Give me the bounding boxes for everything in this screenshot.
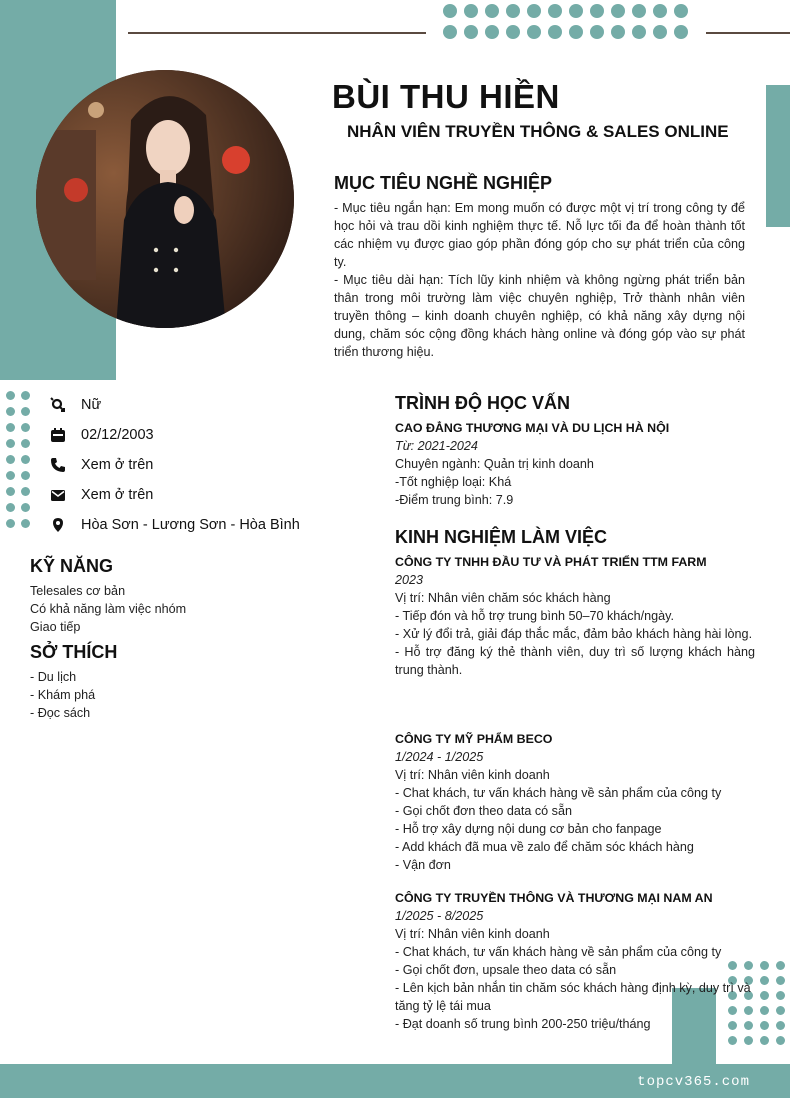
company-name: CÔNG TY TNHH ĐẦU TƯ VÀ PHÁT TRIỂN TTM FARM — [395, 555, 707, 569]
job-line: - Vận đơn — [395, 858, 451, 872]
decor-dot — [485, 25, 499, 39]
hobbies-title: SỞ THÍCH — [30, 642, 118, 662]
experience-job — [395, 730, 755, 874]
decor-dot — [760, 976, 769, 985]
hobbies-list — [30, 668, 95, 722]
decor-dot — [776, 1006, 785, 1015]
job-period: 1/2025 - 8/2025 — [395, 909, 484, 923]
job-line: Vị trí: Nhân viên kinh doanh — [395, 768, 550, 782]
decor-dot — [776, 1036, 785, 1045]
list-item: Telesales cơ bản — [30, 584, 126, 598]
decor-dot — [21, 471, 30, 480]
decor-dot — [776, 1021, 785, 1030]
skills-list — [30, 582, 186, 636]
decor-dot — [728, 1036, 737, 1045]
decor-dot — [21, 423, 30, 432]
contact-address: Hòa Sơn - Lương Sơn - Hòa Bình — [48, 510, 300, 540]
education-line: -Tốt nghiệp loại: Khá — [395, 475, 512, 489]
job-line: - Lên kịch bản nhắn tin chăm sóc khách hàng định kỳ, duy trì và tăng tỷ lệ tái mua — [395, 981, 751, 1013]
objective-long-term: - Mục tiêu dài hạn: Tích lũy kinh nhiệm và không ngừng phát triển bản thân trong môi trường làm việc chuyên nghiệp, Trở thành nhân viên truyền thông – kinh doanh chuyên nghiệp, có khả năng xây dựng nội dung, chăm sóc cộng đồng khách hàng online và đóng góp vào sự phát triển thương hiệu. — [334, 273, 745, 359]
decor-dot — [21, 407, 30, 416]
contact-gender: Nữ — [48, 390, 300, 420]
decor-dot — [6, 503, 15, 512]
decor-dot — [776, 961, 785, 970]
job-line: - Hỗ trợ xây dựng nội dung cơ bản cho fanpage — [395, 822, 662, 836]
decor-dot — [464, 25, 478, 39]
decor-dot — [760, 961, 769, 970]
gender-icon — [48, 395, 68, 415]
decor-dot — [21, 487, 30, 496]
decor-dot — [760, 1021, 769, 1030]
objective-title: MỤC TIÊU NGHỀ NGHIỆP — [334, 173, 553, 193]
decor-dot — [21, 439, 30, 448]
decor-dot — [632, 4, 646, 18]
job-period: 2023 — [395, 573, 424, 587]
decor-dot — [611, 25, 625, 39]
decor-dot — [674, 25, 688, 39]
list-item: Giao tiếp — [30, 620, 81, 634]
candidate-name: BÙI THU HIỀN — [332, 78, 560, 115]
job-title: NHÂN VIÊN TRUYỀN THÔNG & SALES ONLINE — [347, 122, 729, 141]
footer-bar — [0, 1064, 790, 1098]
contact-email: Xem ở trên — [48, 480, 300, 510]
decor-dot — [653, 25, 667, 39]
phone-icon — [48, 455, 68, 475]
decor-dot — [21, 455, 30, 464]
decor-dot — [21, 391, 30, 400]
profile-photo — [36, 70, 294, 328]
top-divider-left — [128, 32, 426, 34]
education-line: -Điểm trung bình: 7.9 — [395, 493, 514, 507]
education-line: Chuyên ngành: Quản trị kinh doanh — [395, 457, 594, 471]
decor-dot — [611, 4, 625, 18]
company-name: CÔNG TY TRUYỀN THÔNG VÀ THƯƠNG MẠI NAM AN — [395, 891, 713, 905]
decor-dot — [548, 4, 562, 18]
experience-job — [395, 889, 755, 1033]
job-line: - Tiếp đón và hỗ trợ trung bình 50–70 khách/ngày. — [395, 609, 674, 623]
decor-dot — [464, 4, 478, 18]
objective-text — [334, 199, 745, 361]
school-name: CAO ĐẲNG THƯƠNG MẠI VÀ DU LỊCH HÀ NỘI — [395, 421, 670, 435]
experience-title: KINH NGHIỆM LÀM VIỆC — [395, 527, 608, 547]
decor-dot — [590, 4, 604, 18]
job-period: 1/2024 - 1/2025 — [395, 750, 484, 764]
job-line: - Hỗ trợ đăng ký thẻ thành viên, duy trì số lượng khách hàng trung thành. — [395, 645, 755, 677]
dot-pattern-top — [443, 4, 688, 39]
objective-short-term: - Mục tiêu ngắn hạn: Em mong muốn có được một vị trí trong công ty để học hỏi và trau dồi kinh nghiệm thực tế. Nỗ lực tối đa để hoàn thành tốt các nhiệm vụ được giao góp phần đóng góp cho sự phát triển của công ty. — [334, 201, 745, 269]
company-name: CÔNG TY MỸ PHẨM BECO — [395, 732, 553, 746]
mail-icon — [48, 485, 68, 505]
decor-dot — [776, 976, 785, 985]
decor-dot — [485, 4, 499, 18]
decor-dot — [6, 455, 15, 464]
list-item: - Đọc sách — [30, 706, 91, 720]
decor-dot — [6, 471, 15, 480]
decor-dot — [776, 991, 785, 1000]
job-line: Vị trí: Nhân viên kinh doanh — [395, 927, 550, 941]
decor-dot — [760, 1036, 769, 1045]
calendar-icon — [48, 425, 68, 445]
footer-site: topcv365.com — [637, 1074, 750, 1090]
decor-dot — [506, 4, 520, 18]
decor-dot — [569, 25, 583, 39]
decor-dot — [653, 4, 667, 18]
decor-dot — [443, 25, 457, 39]
location-pin-icon — [48, 515, 68, 535]
decor-dot — [548, 25, 562, 39]
list-item: - Khám phá — [30, 688, 96, 702]
contact-list — [48, 390, 300, 540]
decor-dot — [6, 407, 15, 416]
decor-dot — [21, 503, 30, 512]
dot-pattern-left — [6, 391, 30, 528]
decor-dot — [744, 1036, 753, 1045]
job-line: Vị trí: Nhân viên chăm sóc khách hàng — [395, 591, 611, 605]
decor-dot — [6, 391, 15, 400]
decor-dot — [21, 519, 30, 528]
skills-title: KỸ NĂNG — [30, 556, 114, 576]
decor-dot — [760, 991, 769, 1000]
education-title: TRÌNH ĐỘ HỌC VẤN — [395, 393, 570, 413]
job-line: - Chat khách, tư vấn khách hàng về sản phẩm của công ty — [395, 786, 722, 800]
contact-birthday: 02/12/2003 — [48, 420, 300, 450]
education-period: Từ: 2021-2024 — [395, 439, 478, 453]
decor-dot — [632, 25, 646, 39]
job-line: - Gọi chốt đơn, upsale theo data có sẵn — [395, 963, 617, 977]
decor-dot — [6, 487, 15, 496]
decor-dot — [6, 423, 15, 432]
top-divider-right — [706, 32, 790, 34]
decor-dot — [6, 439, 15, 448]
decor-dot — [443, 4, 457, 18]
job-line: - Chat khách, tư vấn khách hàng về sản phẩm của công ty — [395, 945, 722, 959]
decor-dot — [6, 519, 15, 528]
list-item: Có khả năng làm việc nhóm — [30, 602, 187, 616]
job-line: - Xử lý đổi trả, giải đáp thắc mắc, đảm bảo khách hàng hài lòng. — [395, 627, 753, 641]
teal-right-bar — [766, 85, 790, 227]
job-line: - Add khách đã mua về zalo để chăm sóc khách hàng — [395, 840, 694, 854]
education-block — [395, 419, 755, 509]
list-item: - Du lịch — [30, 670, 77, 684]
contact-phone: Xem ở trên — [48, 450, 300, 480]
decor-dot — [674, 4, 688, 18]
job-line: - Đạt doanh số trung bình 200-250 triệu/tháng — [395, 1017, 651, 1031]
experience-job — [395, 553, 755, 679]
decor-dot — [527, 25, 541, 39]
decor-dot — [506, 25, 520, 39]
decor-dot — [760, 1006, 769, 1015]
decor-dot — [569, 4, 583, 18]
job-line: - Gọi chốt đơn theo data có sẵn — [395, 804, 572, 818]
decor-dot — [590, 25, 604, 39]
decor-dot — [527, 4, 541, 18]
